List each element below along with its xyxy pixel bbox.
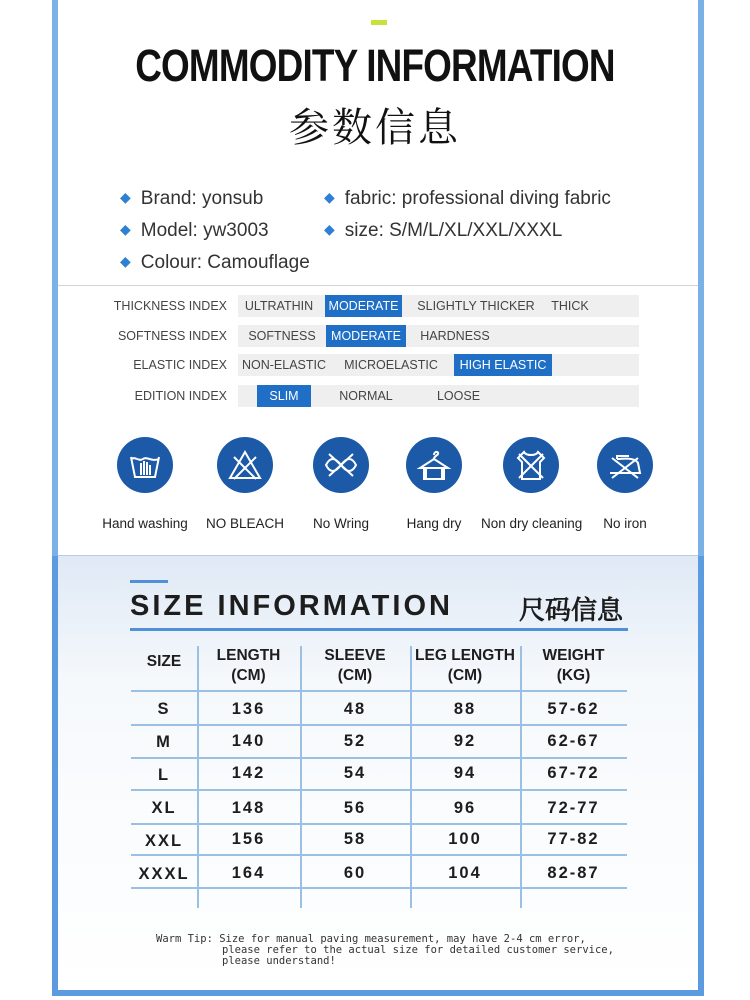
size-title: SIZE INFORMATION <box>130 590 453 622</box>
header-unit: (CM) <box>231 667 266 684</box>
spec-model-text: Model: yw3003 <box>140 220 269 241</box>
index-label: THICKNESS INDEX <box>113 299 227 313</box>
index-option: HARDNESS <box>420 329 490 343</box>
care-label: Non dry cleaning <box>481 516 583 531</box>
table-cell: 54 <box>343 764 367 782</box>
table-header <box>197 646 300 686</box>
table-cell: M <box>156 733 172 751</box>
care-label: No iron <box>603 516 647 531</box>
spec-fabric-text: fabric: professional diving fabric <box>344 188 611 209</box>
table-cell: 148 <box>231 799 266 817</box>
page-title: COMMODITY INFORMATION <box>135 40 615 91</box>
table-cell: 48 <box>343 700 367 718</box>
table-cell: 72-77 <box>547 799 600 817</box>
index-option: ULTRATHIN <box>244 299 314 313</box>
table-cell: 92 <box>453 732 477 750</box>
spec-brand <box>120 188 263 210</box>
diamond-bullet-icon: ◆ <box>324 221 335 237</box>
size-title-chinese: 尺码信息 <box>519 596 624 626</box>
table-cell: 156 <box>231 830 266 848</box>
table-header <box>410 646 520 686</box>
care-no-bleach <box>195 437 295 531</box>
table-cell: 62-67 <box>547 732 600 750</box>
no-dry-clean-icon <box>503 437 559 493</box>
hand-wash-icon <box>117 437 173 493</box>
table-cell: S <box>157 700 171 718</box>
table-cell: 140 <box>231 732 266 750</box>
table-header <box>520 646 627 686</box>
header-line: SIZE <box>146 653 182 670</box>
table-cell: 142 <box>231 764 266 782</box>
table-cell: 136 <box>231 700 266 718</box>
table-cell: 164 <box>231 864 266 882</box>
spec-size <box>324 220 562 242</box>
header-line: WEIGHT <box>542 647 605 664</box>
index-option: MODERATE <box>326 325 406 347</box>
softness-index-row <box>111 325 639 347</box>
index-option: SOFTNESS <box>248 329 316 343</box>
table-cell: 57-62 <box>547 700 600 718</box>
section-divider <box>58 555 698 556</box>
spec-fabric <box>324 188 611 210</box>
index-option: SLIGHTLY THICKER <box>417 299 535 313</box>
spec-colour-text: Colour: Camouflage <box>140 252 310 273</box>
index-option: NON-ELASTIC <box>241 358 327 372</box>
table-cell: 60 <box>343 864 367 882</box>
care-non-dry-cleaning <box>481 437 581 531</box>
thickness-index-row <box>111 295 639 317</box>
divider-line <box>58 285 698 286</box>
table-cell: L <box>157 766 171 784</box>
spec-colour <box>120 252 310 274</box>
diamond-bullet-icon: ◆ <box>120 189 131 205</box>
header-line: LENGTH <box>216 647 281 664</box>
edition-index-row <box>111 385 639 407</box>
diamond-bullet-icon: ◆ <box>324 189 335 205</box>
care-no-wring <box>291 437 391 531</box>
header-unit: (CM) <box>337 667 373 684</box>
header-line: SLEEVE <box>324 647 386 664</box>
warm-tip-line-3: please understand! <box>222 955 336 967</box>
index-option: MODERATE <box>325 295 402 317</box>
index-option: THICK <box>551 299 589 313</box>
spec-brand-text: Brand: yonsub <box>140 188 264 209</box>
size-title-accent <box>130 580 168 583</box>
index-option: MICROELASTIC <box>344 358 438 372</box>
no-bleach-icon <box>217 437 273 493</box>
spec-model <box>120 220 269 242</box>
index-label: EDITION INDEX <box>134 389 227 403</box>
care-no-iron <box>575 437 675 531</box>
table-header <box>300 646 410 686</box>
care-label: No Wring <box>312 516 370 531</box>
index-option: NORMAL <box>339 389 393 403</box>
table-cell: 104 <box>448 864 482 882</box>
spec-size-text: size: S/M/L/XL/XXL/XXXL <box>344 220 563 241</box>
table-cell: 56 <box>343 799 367 817</box>
header-unit: (CM) <box>447 667 483 684</box>
table-cell: 52 <box>343 732 367 750</box>
page-title-chinese: 参数信息 <box>289 105 461 151</box>
table-cell: 82-87 <box>547 864 600 882</box>
no-wring-icon <box>313 437 369 493</box>
no-iron-icon <box>597 437 653 493</box>
warm-tip-line-2: please refer to the actual size for detailed customer service, <box>222 944 614 956</box>
care-label: Hand washing <box>102 516 188 531</box>
care-label: NO BLEACH <box>205 516 285 531</box>
care-hand-washing <box>95 437 195 531</box>
index-option: SLIM <box>257 385 311 407</box>
table-cell: XL <box>151 799 177 817</box>
index-option: LOOSE <box>436 389 481 403</box>
table-header <box>131 652 197 672</box>
elastic-index-row <box>111 354 639 376</box>
index-option: HIGH ELASTIC <box>454 354 552 376</box>
table-cell: 96 <box>453 799 477 817</box>
table-cell: 77-82 <box>547 830 600 848</box>
table-cell: 94 <box>453 764 477 782</box>
header-unit: (KG) <box>556 667 591 684</box>
table-cell: 67-72 <box>547 764 600 782</box>
table-cell: 100 <box>448 830 482 848</box>
size-title-underline <box>130 628 628 631</box>
table-cell: XXXL <box>138 865 190 883</box>
index-label: SOFTNESS INDEX <box>117 329 227 343</box>
hang-dry-icon <box>406 437 462 493</box>
table-cell: XXL <box>144 832 184 850</box>
header-line: LEG LENGTH <box>415 647 515 664</box>
care-label: Hang dry <box>406 516 462 531</box>
title-accent <box>371 20 387 25</box>
index-label: ELASTIC INDEX <box>133 358 227 372</box>
table-cell: 88 <box>453 700 477 718</box>
table-cell: 58 <box>343 830 367 848</box>
diamond-bullet-icon: ◆ <box>120 253 131 269</box>
warm-tip-line-1: Warm Tip: Size for manual paving measurement, may have 2-4 cm error, <box>156 933 586 945</box>
care-hang-dry <box>384 437 484 531</box>
diamond-bullet-icon: ◆ <box>120 221 131 237</box>
